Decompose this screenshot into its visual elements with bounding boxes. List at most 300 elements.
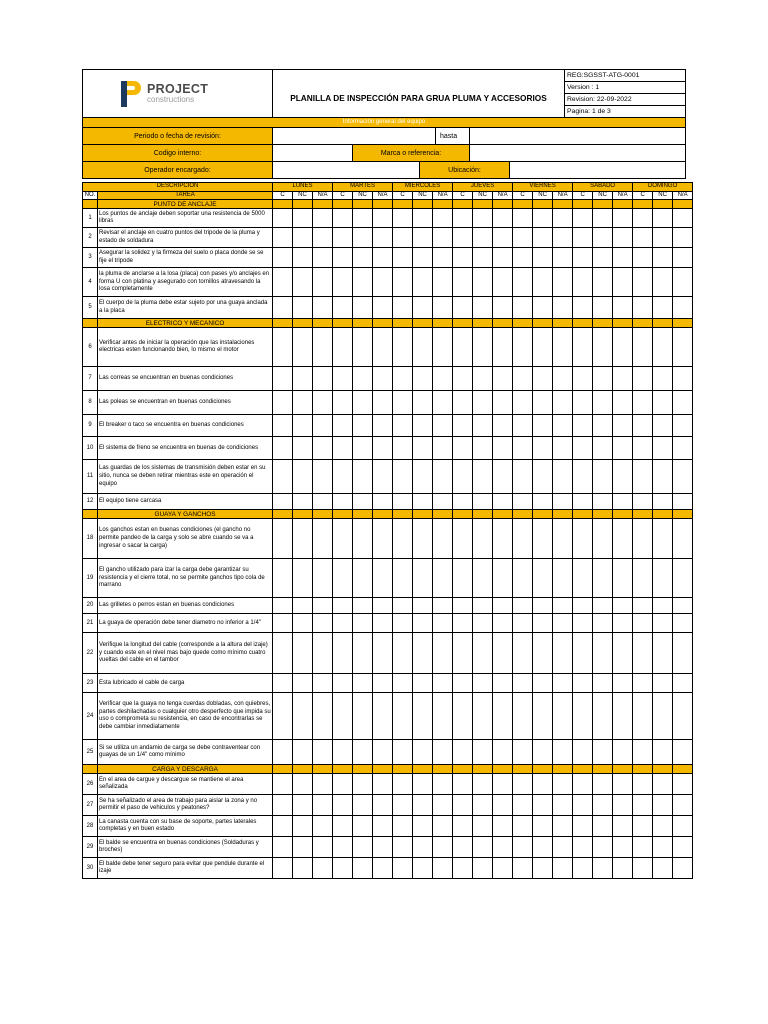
check-cell[interactable]: [373, 367, 393, 391]
check-cell[interactable]: [333, 248, 353, 268]
check-cell[interactable]: [533, 209, 553, 228]
check-cell[interactable]: [633, 633, 653, 674]
check-cell[interactable]: [613, 674, 633, 693]
check-cell[interactable]: [353, 248, 373, 268]
check-cell[interactable]: [413, 693, 433, 740]
location-field[interactable]: [510, 162, 685, 178]
check-cell[interactable]: [573, 674, 593, 693]
check-cell[interactable]: [573, 328, 593, 367]
check-cell[interactable]: [313, 268, 333, 297]
check-cell[interactable]: [413, 519, 433, 559]
check-cell[interactable]: [333, 858, 353, 879]
check-cell[interactable]: [293, 460, 313, 494]
check-cell[interactable]: [513, 837, 533, 858]
check-cell[interactable]: [373, 209, 393, 228]
check-cell[interactable]: [653, 774, 673, 795]
check-cell[interactable]: [353, 816, 373, 837]
check-cell[interactable]: [453, 248, 473, 268]
check-cell[interactable]: [353, 391, 373, 415]
check-cell[interactable]: [653, 674, 673, 693]
check-cell[interactable]: [413, 837, 433, 858]
check-cell[interactable]: [453, 674, 473, 693]
check-cell[interactable]: [613, 795, 633, 816]
check-cell[interactable]: [573, 209, 593, 228]
check-cell[interactable]: [673, 228, 693, 248]
check-cell[interactable]: [613, 228, 633, 248]
check-cell[interactable]: [613, 460, 633, 494]
check-cell[interactable]: [473, 598, 493, 614]
check-cell[interactable]: [593, 816, 613, 837]
check-cell[interactable]: [293, 614, 313, 633]
check-cell[interactable]: [273, 559, 293, 598]
check-cell[interactable]: [373, 774, 393, 795]
check-cell[interactable]: [453, 460, 473, 494]
check-cell[interactable]: [473, 460, 493, 494]
check-cell[interactable]: [333, 328, 353, 367]
check-cell[interactable]: [433, 614, 453, 633]
check-cell[interactable]: [673, 740, 693, 765]
check-cell[interactable]: [453, 268, 473, 297]
check-cell[interactable]: [473, 328, 493, 367]
check-cell[interactable]: [273, 816, 293, 837]
check-cell[interactable]: [673, 391, 693, 415]
check-cell[interactable]: [293, 740, 313, 765]
check-cell[interactable]: [333, 795, 353, 816]
check-cell[interactable]: [433, 633, 453, 674]
check-cell[interactable]: [513, 774, 533, 795]
check-cell[interactable]: [513, 437, 533, 460]
check-cell[interactable]: [313, 559, 333, 598]
check-cell[interactable]: [353, 415, 373, 437]
check-cell[interactable]: [533, 297, 553, 319]
check-cell[interactable]: [593, 494, 613, 510]
check-cell[interactable]: [633, 795, 653, 816]
check-cell[interactable]: [433, 391, 453, 415]
check-cell[interactable]: [613, 415, 633, 437]
check-cell[interactable]: [513, 519, 533, 559]
check-cell[interactable]: [593, 519, 613, 559]
check-cell[interactable]: [373, 228, 393, 248]
check-cell[interactable]: [613, 774, 633, 795]
check-cell[interactable]: [633, 228, 653, 248]
check-cell[interactable]: [673, 858, 693, 879]
check-cell[interactable]: [673, 693, 693, 740]
check-cell[interactable]: [393, 494, 413, 510]
check-cell[interactable]: [453, 559, 473, 598]
check-cell[interactable]: [493, 774, 513, 795]
check-cell[interactable]: [613, 614, 633, 633]
check-cell[interactable]: [653, 209, 673, 228]
check-cell[interactable]: [653, 415, 673, 437]
check-cell[interactable]: [593, 268, 613, 297]
check-cell[interactable]: [393, 367, 413, 391]
check-cell[interactable]: [453, 693, 473, 740]
check-cell[interactable]: [393, 837, 413, 858]
check-cell[interactable]: [413, 559, 433, 598]
check-cell[interactable]: [493, 437, 513, 460]
check-cell[interactable]: [493, 328, 513, 367]
check-cell[interactable]: [673, 297, 693, 319]
check-cell[interactable]: [293, 297, 313, 319]
check-cell[interactable]: [493, 268, 513, 297]
check-cell[interactable]: [313, 519, 333, 559]
check-cell[interactable]: [653, 614, 673, 633]
check-cell[interactable]: [453, 228, 473, 248]
check-cell[interactable]: [553, 248, 573, 268]
check-cell[interactable]: [353, 614, 373, 633]
check-cell[interactable]: [653, 837, 673, 858]
check-cell[interactable]: [513, 633, 533, 674]
check-cell[interactable]: [393, 774, 413, 795]
check-cell[interactable]: [673, 674, 693, 693]
check-cell[interactable]: [613, 391, 633, 415]
check-cell[interactable]: [373, 614, 393, 633]
check-cell[interactable]: [673, 774, 693, 795]
check-cell[interactable]: [553, 209, 573, 228]
check-cell[interactable]: [313, 248, 333, 268]
check-cell[interactable]: [533, 795, 553, 816]
check-cell[interactable]: [533, 328, 553, 367]
check-cell[interactable]: [573, 795, 593, 816]
check-cell[interactable]: [353, 494, 373, 510]
check-cell[interactable]: [633, 740, 653, 765]
check-cell[interactable]: [553, 415, 573, 437]
check-cell[interactable]: [493, 494, 513, 510]
check-cell[interactable]: [473, 816, 493, 837]
check-cell[interactable]: [433, 367, 453, 391]
check-cell[interactable]: [353, 297, 373, 319]
check-cell[interactable]: [373, 248, 393, 268]
check-cell[interactable]: [613, 367, 633, 391]
check-cell[interactable]: [553, 494, 573, 510]
check-cell[interactable]: [573, 391, 593, 415]
check-cell[interactable]: [593, 674, 613, 693]
check-cell[interactable]: [673, 795, 693, 816]
check-cell[interactable]: [513, 391, 533, 415]
check-cell[interactable]: [633, 367, 653, 391]
check-cell[interactable]: [393, 519, 413, 559]
check-cell[interactable]: [333, 367, 353, 391]
check-cell[interactable]: [673, 837, 693, 858]
check-cell[interactable]: [273, 740, 293, 765]
check-cell[interactable]: [553, 837, 573, 858]
check-cell[interactable]: [293, 674, 313, 693]
check-cell[interactable]: [633, 391, 653, 415]
check-cell[interactable]: [593, 297, 613, 319]
check-cell[interactable]: [313, 437, 333, 460]
check-cell[interactable]: [413, 415, 433, 437]
check-cell[interactable]: [633, 328, 653, 367]
check-cell[interactable]: [453, 740, 473, 765]
check-cell[interactable]: [393, 795, 413, 816]
check-cell[interactable]: [413, 248, 433, 268]
check-cell[interactable]: [593, 460, 613, 494]
check-cell[interactable]: [393, 559, 413, 598]
check-cell[interactable]: [653, 795, 673, 816]
check-cell[interactable]: [433, 415, 453, 437]
check-cell[interactable]: [313, 328, 333, 367]
check-cell[interactable]: [473, 228, 493, 248]
check-cell[interactable]: [593, 633, 613, 674]
check-cell[interactable]: [533, 858, 553, 879]
check-cell[interactable]: [453, 415, 473, 437]
check-cell[interactable]: [553, 816, 573, 837]
check-cell[interactable]: [313, 633, 333, 674]
check-cell[interactable]: [293, 774, 313, 795]
check-cell[interactable]: [573, 693, 593, 740]
check-cell[interactable]: [573, 437, 593, 460]
check-cell[interactable]: [453, 774, 473, 795]
check-cell[interactable]: [653, 367, 673, 391]
check-cell[interactable]: [513, 209, 533, 228]
check-cell[interactable]: [513, 816, 533, 837]
check-cell[interactable]: [353, 674, 373, 693]
check-cell[interactable]: [533, 391, 553, 415]
check-cell[interactable]: [633, 674, 653, 693]
check-cell[interactable]: [533, 228, 553, 248]
check-cell[interactable]: [333, 693, 353, 740]
check-cell[interactable]: [553, 795, 573, 816]
check-cell[interactable]: [413, 633, 433, 674]
check-cell[interactable]: [433, 248, 453, 268]
check-cell[interactable]: [373, 494, 393, 510]
check-cell[interactable]: [353, 774, 373, 795]
check-cell[interactable]: [473, 740, 493, 765]
check-cell[interactable]: [553, 674, 573, 693]
check-cell[interactable]: [493, 209, 513, 228]
operator-field[interactable]: [273, 162, 420, 178]
check-cell[interactable]: [493, 598, 513, 614]
check-cell[interactable]: [593, 437, 613, 460]
check-cell[interactable]: [333, 633, 353, 674]
check-cell[interactable]: [553, 693, 573, 740]
check-cell[interactable]: [673, 633, 693, 674]
check-cell[interactable]: [553, 519, 573, 559]
check-cell[interactable]: [573, 460, 593, 494]
check-cell[interactable]: [533, 437, 553, 460]
check-cell[interactable]: [613, 519, 633, 559]
check-cell[interactable]: [653, 494, 673, 510]
check-cell[interactable]: [613, 559, 633, 598]
check-cell[interactable]: [333, 816, 353, 837]
check-cell[interactable]: [273, 837, 293, 858]
check-cell[interactable]: [313, 858, 333, 879]
check-cell[interactable]: [413, 494, 433, 510]
check-cell[interactable]: [593, 614, 613, 633]
check-cell[interactable]: [593, 740, 613, 765]
check-cell[interactable]: [413, 297, 433, 319]
check-cell[interactable]: [313, 693, 333, 740]
check-cell[interactable]: [593, 858, 613, 879]
check-cell[interactable]: [473, 297, 493, 319]
check-cell[interactable]: [393, 437, 413, 460]
check-cell[interactable]: [533, 614, 553, 633]
check-cell[interactable]: [613, 598, 633, 614]
check-cell[interactable]: [293, 415, 313, 437]
check-cell[interactable]: [513, 460, 533, 494]
check-cell[interactable]: [653, 816, 673, 837]
check-cell[interactable]: [453, 598, 473, 614]
check-cell[interactable]: [553, 858, 573, 879]
check-cell[interactable]: [393, 633, 413, 674]
check-cell[interactable]: [493, 693, 513, 740]
check-cell[interactable]: [653, 437, 673, 460]
check-cell[interactable]: [573, 774, 593, 795]
check-cell[interactable]: [493, 795, 513, 816]
check-cell[interactable]: [393, 460, 413, 494]
check-cell[interactable]: [473, 674, 493, 693]
check-cell[interactable]: [393, 816, 413, 837]
check-cell[interactable]: [433, 598, 453, 614]
check-cell[interactable]: [393, 228, 413, 248]
check-cell[interactable]: [653, 858, 673, 879]
check-cell[interactable]: [353, 693, 373, 740]
check-cell[interactable]: [493, 415, 513, 437]
check-cell[interactable]: [473, 494, 493, 510]
check-cell[interactable]: [513, 674, 533, 693]
check-cell[interactable]: [293, 367, 313, 391]
check-cell[interactable]: [673, 598, 693, 614]
check-cell[interactable]: [413, 228, 433, 248]
check-cell[interactable]: [413, 460, 433, 494]
check-cell[interactable]: [533, 693, 553, 740]
check-cell[interactable]: [373, 858, 393, 879]
check-cell[interactable]: [553, 774, 573, 795]
check-cell[interactable]: [493, 858, 513, 879]
check-cell[interactable]: [673, 209, 693, 228]
check-cell[interactable]: [333, 391, 353, 415]
check-cell[interactable]: [313, 614, 333, 633]
check-cell[interactable]: [513, 268, 533, 297]
check-cell[interactable]: [593, 415, 613, 437]
check-cell[interactable]: [333, 598, 353, 614]
check-cell[interactable]: [353, 858, 373, 879]
check-cell[interactable]: [273, 858, 293, 879]
check-cell[interactable]: [393, 674, 413, 693]
check-cell[interactable]: [313, 774, 333, 795]
check-cell[interactable]: [473, 415, 493, 437]
check-cell[interactable]: [553, 437, 573, 460]
check-cell[interactable]: [613, 858, 633, 879]
check-cell[interactable]: [393, 415, 413, 437]
check-cell[interactable]: [513, 367, 533, 391]
check-cell[interactable]: [273, 415, 293, 437]
check-cell[interactable]: [433, 297, 453, 319]
check-cell[interactable]: [673, 816, 693, 837]
check-cell[interactable]: [373, 693, 393, 740]
check-cell[interactable]: [653, 328, 673, 367]
check-cell[interactable]: [313, 494, 333, 510]
check-cell[interactable]: [393, 248, 413, 268]
check-cell[interactable]: [393, 391, 413, 415]
check-cell[interactable]: [593, 559, 613, 598]
check-cell[interactable]: [573, 367, 593, 391]
check-cell[interactable]: [353, 437, 373, 460]
check-cell[interactable]: [473, 367, 493, 391]
check-cell[interactable]: [333, 740, 353, 765]
check-cell[interactable]: [533, 494, 553, 510]
check-cell[interactable]: [513, 740, 533, 765]
check-cell[interactable]: [613, 248, 633, 268]
period-from-field[interactable]: [273, 128, 436, 144]
check-cell[interactable]: [533, 519, 553, 559]
check-cell[interactable]: [553, 228, 573, 248]
check-cell[interactable]: [353, 460, 373, 494]
check-cell[interactable]: [553, 614, 573, 633]
check-cell[interactable]: [433, 209, 453, 228]
check-cell[interactable]: [393, 740, 413, 765]
check-cell[interactable]: [433, 795, 453, 816]
check-cell[interactable]: [373, 391, 393, 415]
check-cell[interactable]: [473, 268, 493, 297]
check-cell[interactable]: [573, 248, 593, 268]
check-cell[interactable]: [413, 391, 433, 415]
check-cell[interactable]: [633, 268, 653, 297]
check-cell[interactable]: [653, 297, 673, 319]
check-cell[interactable]: [633, 858, 653, 879]
check-cell[interactable]: [373, 328, 393, 367]
check-cell[interactable]: [273, 693, 293, 740]
check-cell[interactable]: [613, 209, 633, 228]
check-cell[interactable]: [573, 519, 593, 559]
check-cell[interactable]: [373, 837, 393, 858]
check-cell[interactable]: [473, 774, 493, 795]
check-cell[interactable]: [453, 328, 473, 367]
check-cell[interactable]: [653, 693, 673, 740]
check-cell[interactable]: [573, 633, 593, 674]
check-cell[interactable]: [673, 460, 693, 494]
check-cell[interactable]: [473, 633, 493, 674]
check-cell[interactable]: [613, 437, 633, 460]
check-cell[interactable]: [633, 415, 653, 437]
check-cell[interactable]: [513, 415, 533, 437]
check-cell[interactable]: [353, 633, 373, 674]
check-cell[interactable]: [493, 674, 513, 693]
check-cell[interactable]: [273, 437, 293, 460]
check-cell[interactable]: [413, 614, 433, 633]
check-cell[interactable]: [633, 774, 653, 795]
check-cell[interactable]: [513, 559, 533, 598]
check-cell[interactable]: [313, 598, 333, 614]
check-cell[interactable]: [333, 614, 353, 633]
check-cell[interactable]: [473, 391, 493, 415]
check-cell[interactable]: [653, 740, 673, 765]
check-cell[interactable]: [673, 248, 693, 268]
check-cell[interactable]: [593, 248, 613, 268]
check-cell[interactable]: [593, 693, 613, 740]
check-cell[interactable]: [473, 437, 493, 460]
check-cell[interactable]: [273, 460, 293, 494]
check-cell[interactable]: [353, 598, 373, 614]
check-cell[interactable]: [633, 693, 653, 740]
check-cell[interactable]: [633, 598, 653, 614]
check-cell[interactable]: [633, 837, 653, 858]
check-cell[interactable]: [573, 268, 593, 297]
check-cell[interactable]: [653, 268, 673, 297]
check-cell[interactable]: [513, 614, 533, 633]
check-cell[interactable]: [513, 795, 533, 816]
check-cell[interactable]: [313, 816, 333, 837]
check-cell[interactable]: [293, 209, 313, 228]
check-cell[interactable]: [593, 837, 613, 858]
check-cell[interactable]: [673, 268, 693, 297]
check-cell[interactable]: [393, 328, 413, 367]
check-cell[interactable]: [493, 367, 513, 391]
check-cell[interactable]: [493, 248, 513, 268]
check-cell[interactable]: [593, 328, 613, 367]
check-cell[interactable]: [393, 598, 413, 614]
check-cell[interactable]: [673, 614, 693, 633]
